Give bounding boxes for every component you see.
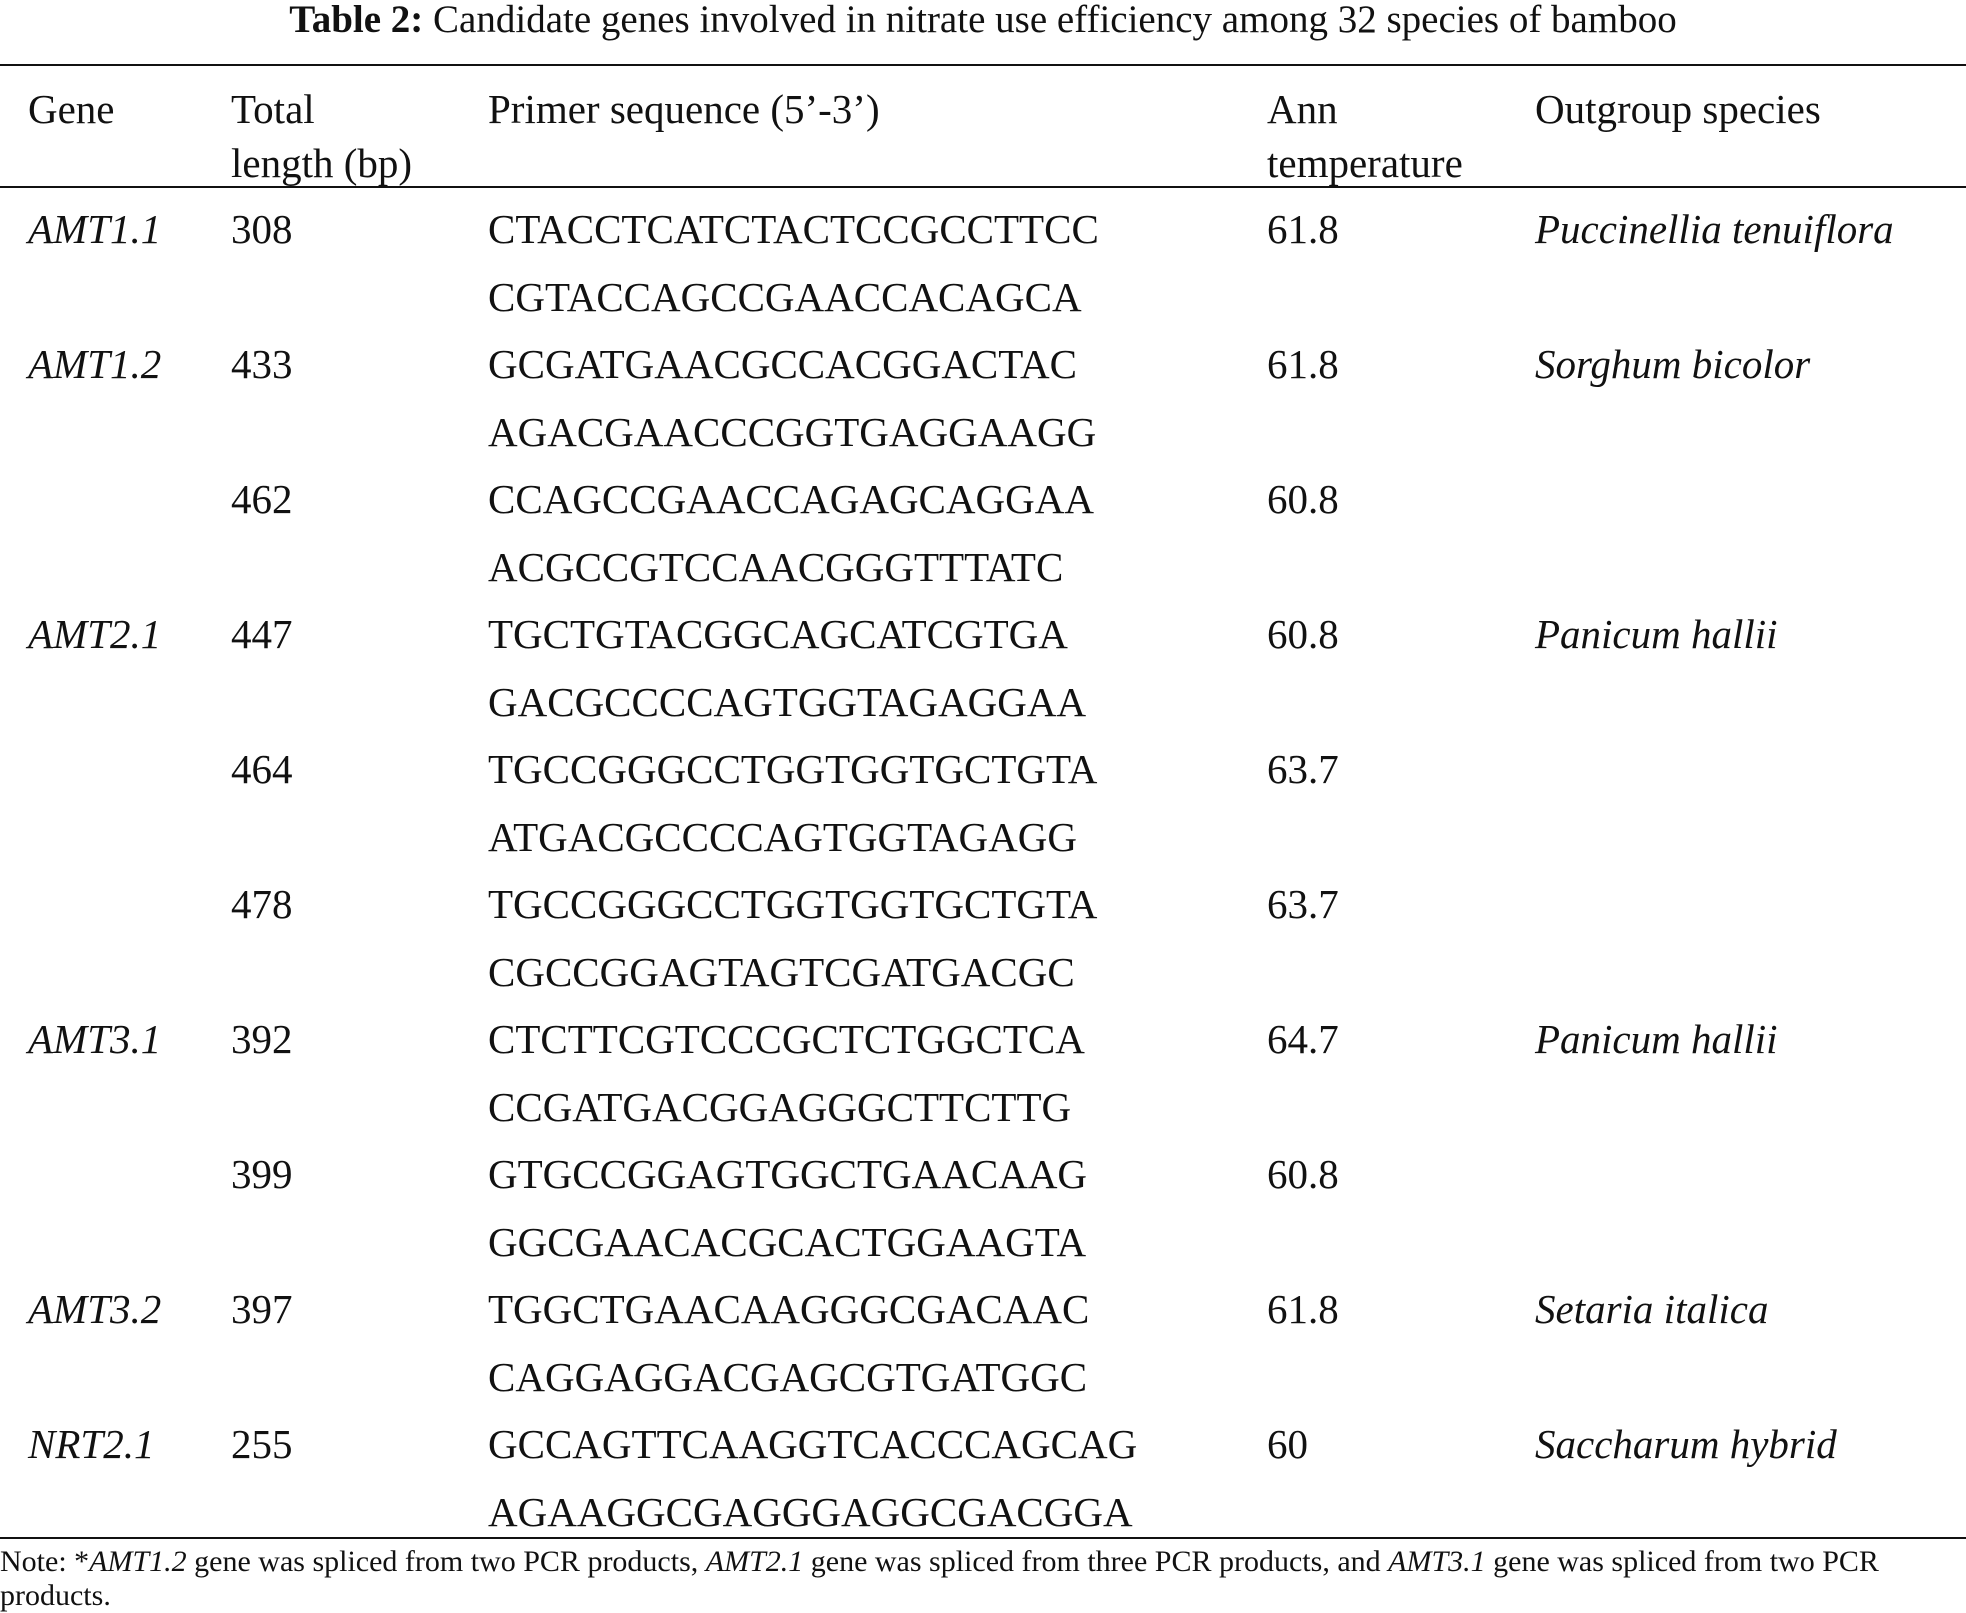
note-text-1: Note: * xyxy=(0,1545,90,1578)
length-cell: 399 xyxy=(231,1151,293,1197)
primer-forward: GCCAGTTCAAGGTCACCCAGCAG xyxy=(488,1421,1138,1467)
note-gene-1: AMT1.2 xyxy=(89,1545,187,1578)
table-bottom-rule xyxy=(0,1537,1966,1539)
outgroup-cell: Setaria italica xyxy=(1535,1286,1769,1332)
table-row xyxy=(0,1411,1966,1546)
table-caption-text: Candidate genes involved in nitrate use efficiency among 32 species of bamboo xyxy=(433,0,1677,41)
outgroup-cell: Panicum hallii xyxy=(1535,611,1778,657)
primer-forward: TGCTGTACGGCAGCATCGTGA xyxy=(488,611,1068,657)
length-cell: 462 xyxy=(231,476,293,522)
note-text-4: gene was spliced from two PCR products. xyxy=(0,1545,1879,1612)
primer-forward: CTACCTCATCTACTCCGCCTTCC xyxy=(488,206,1099,252)
primer-cell xyxy=(488,1141,1087,1276)
header-total-length-line2: length (bp) xyxy=(231,140,413,186)
gene-cell: AMT3.1 xyxy=(28,1016,162,1062)
primer-forward: TGCCGGGCCTGGTGGTGCTGTA xyxy=(488,746,1098,792)
ann-temperature-cell: 61.8 xyxy=(1267,1286,1339,1332)
primer-reverse: GGCGAACACGCACTGGAAGTA xyxy=(488,1218,1087,1265)
length-cell: 255 xyxy=(231,1421,293,1467)
outgroup-cell: Panicum hallii xyxy=(1535,1016,1778,1062)
table-header-rule xyxy=(0,186,1966,188)
table-row xyxy=(0,196,1966,331)
note-gene-3: AMT3.1 xyxy=(1388,1545,1486,1578)
primer-forward: CCAGCCGAACCAGAGCAGGAA xyxy=(488,476,1094,522)
primer-reverse: CAGGAGGACGAGCGTGATGGC xyxy=(488,1353,1088,1400)
header-total-length xyxy=(231,82,412,190)
ann-temperature-cell: 63.7 xyxy=(1267,746,1339,792)
length-cell: 478 xyxy=(231,881,293,927)
outgroup-cell: Sorghum bicolor xyxy=(1535,341,1811,387)
length-cell: 433 xyxy=(231,341,293,387)
primer-reverse: CGCCGGAGTAGTCGATGACGC xyxy=(488,948,1075,995)
gene-cell: NRT2.1 xyxy=(28,1421,155,1467)
primer-reverse: CGTACCAGCCGAACCACAGCA xyxy=(488,273,1082,320)
primer-cell xyxy=(488,871,1097,1006)
table-note xyxy=(0,1545,1966,1613)
primer-cell xyxy=(488,601,1086,736)
gene-cell: AMT1.2 xyxy=(28,341,162,387)
ann-temperature-cell: 64.7 xyxy=(1267,1016,1339,1062)
length-cell: 308 xyxy=(231,206,293,252)
table-caption xyxy=(0,0,1966,40)
primer-cell xyxy=(488,196,1099,331)
table-top-rule xyxy=(0,64,1966,66)
header-primer-label: Primer sequence (5’-3’) xyxy=(488,86,880,132)
primer-forward: GTGCCGGAGTGGCTGAACAAG xyxy=(488,1151,1088,1197)
length-cell: 397 xyxy=(231,1286,293,1332)
ann-temperature-cell: 61.8 xyxy=(1267,341,1339,387)
ann-temperature-cell: 60 xyxy=(1267,1421,1308,1467)
gene-cell: AMT1.1 xyxy=(28,206,162,252)
primer-reverse: AGACGAACCCGGTGAGGAAGG xyxy=(488,408,1097,455)
table-row xyxy=(0,601,1966,736)
header-ann-temperature xyxy=(1267,82,1463,190)
outgroup-cell: Saccharum hybrid xyxy=(1535,1421,1837,1467)
primer-reverse: ATGACGCCCCAGTGGTAGAGG xyxy=(488,813,1077,860)
primer-forward: GCGATGAACGCCACGGACTAC xyxy=(488,341,1077,387)
primer-cell xyxy=(488,736,1097,871)
ann-temperature-cell: 61.8 xyxy=(1267,206,1339,252)
header-total-length-line1: Total xyxy=(231,86,315,132)
outgroup-cell: Puccinellia tenuiflora xyxy=(1535,206,1894,252)
note-gene-2: AMT2.1 xyxy=(705,1545,804,1578)
table-body xyxy=(0,196,1966,1546)
gene-cell: AMT2.1 xyxy=(28,611,162,657)
table-caption-label: Table 2: xyxy=(289,0,424,41)
ann-temperature-cell: 60.8 xyxy=(1267,611,1339,657)
ann-temperature-cell: 60.8 xyxy=(1267,1151,1339,1197)
table-row xyxy=(0,1141,1966,1276)
header-outgroup-label: Outgroup species xyxy=(1535,86,1821,132)
primer-cell xyxy=(488,331,1096,466)
header-primer-sequence xyxy=(488,82,880,136)
primer-forward: TGCCGGGCCTGGTGGTGCTGTA xyxy=(488,881,1098,927)
primer-reverse: GACGCCCCAGTGGTAGAGGAA xyxy=(488,678,1087,725)
primer-reverse: CCGATGACGGAGGGCTTCTTG xyxy=(488,1083,1072,1130)
primer-forward: TGGCTGAACAAGGGCGACAAC xyxy=(488,1286,1090,1332)
primer-cell xyxy=(488,1411,1137,1546)
length-cell: 464 xyxy=(231,746,293,792)
note-text-2: gene was spliced from two PCR products, xyxy=(186,1545,706,1578)
primer-reverse: AGAAGGCGAGGGAGGCGACGGA xyxy=(488,1488,1133,1535)
table-row xyxy=(0,871,1966,1006)
ann-temperature-cell: 63.7 xyxy=(1267,881,1339,927)
primer-cell xyxy=(488,1276,1089,1411)
header-gene-label: Gene xyxy=(28,86,115,132)
table-row xyxy=(0,466,1966,601)
table-row xyxy=(0,1006,1966,1141)
primer-reverse: ACGCCGTCCAACGGGTTTATC xyxy=(488,543,1064,590)
header-ann-line2: temperature xyxy=(1267,140,1463,186)
length-cell: 392 xyxy=(231,1016,293,1062)
ann-temperature-cell: 60.8 xyxy=(1267,476,1339,522)
primer-cell xyxy=(488,1006,1085,1141)
header-gene xyxy=(28,82,115,136)
table-row xyxy=(0,1276,1966,1411)
primer-cell xyxy=(488,466,1094,601)
gene-cell: AMT3.2 xyxy=(28,1286,162,1332)
primer-forward: CTCTTCGTCCCGCTCTGGCTCA xyxy=(488,1016,1085,1062)
header-ann-line1: Ann xyxy=(1267,86,1338,132)
header-outgroup-species xyxy=(1535,82,1821,136)
length-cell: 447 xyxy=(231,611,293,657)
table-row xyxy=(0,736,1966,871)
note-text-3: gene was spliced from three PCR products, and xyxy=(803,1545,1389,1578)
table-row xyxy=(0,331,1966,466)
